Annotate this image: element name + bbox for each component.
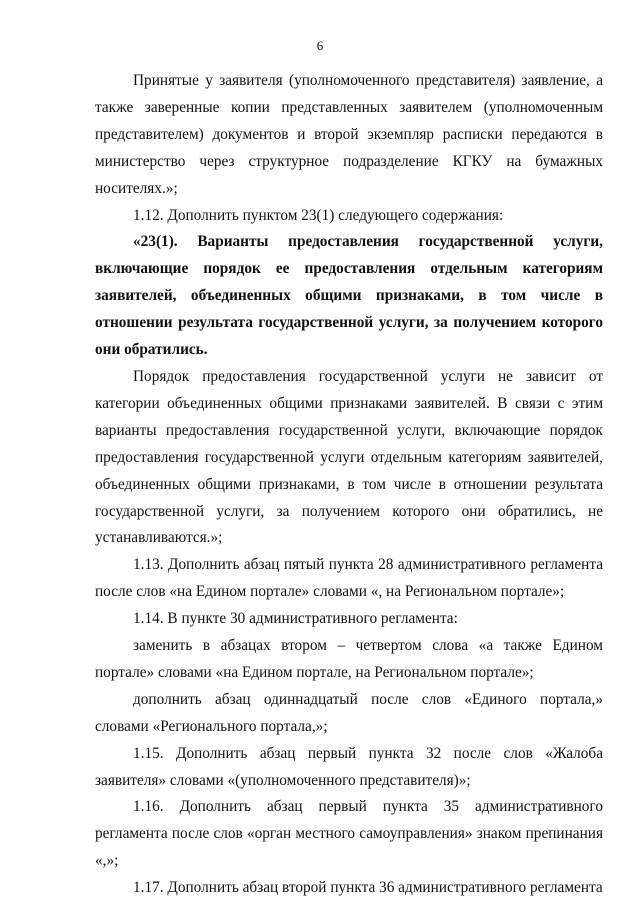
paragraph-1-14: 1.14. В пункте 30 административного регламента: xyxy=(133,610,458,628)
paragraph-1-17: 1.17. Дополнить абзац второй пункта 36 административного регламента xyxy=(133,879,603,897)
paragraph-1-15: 1.15. Дополнить абзац первый пункта 32 после слов «Жалоба заявителя» словами «(уполномоченного представителя)»; xyxy=(95,744,603,789)
paragraph-service-variants: Порядок предоставления государственной услуги не зависит от категории объединенных общими признаками заявителей. В связи с этим варианты предоставления государственной услуги, включающие порядок предоставления государственной услуги отдельным категориям заявителей, объединенных общими признаками, в том числе в отношении результата государственной услуги, за получением которого они обратились, не устанавливаются.»; xyxy=(95,367,603,547)
paragraph-transfer-documents: Принятые у заявителя (уполномоченного представителя) заявление, а также заверенные копии представленных заявителем (уполномоченным представителем) документов и второй экземпляр расписки передаются в министерство через структурное подразделение КГКУ на бумажных носителях.»; xyxy=(95,72,603,197)
document-body xyxy=(95,68,603,902)
paragraph-1-14-add: дополнить абзац одиннадцатый после слов «Единого портала,» словами «Регионального портала,»; xyxy=(95,690,603,735)
paragraph-1-13: 1.13. Дополнить абзац пятый пункта 28 административного регламента после слов «на Едином портале» словами «, на Региональном портале»; xyxy=(95,556,603,601)
paragraph-1-14-replace: заменить в абзацах втором – четвертом слова «а также Едином портале» словами «на Едином портале, на Региональном портале»; xyxy=(95,637,603,681)
page-number: 6 xyxy=(316,38,324,53)
paragraph-1-12: 1.12. Дополнить пунктом 23(1) следующего содержания: xyxy=(133,206,504,224)
paragraph-23-1-heading: «23(1). Варианты предоставления государственной услуги, включающие порядок ее предоставления отдельным категориям заявителей, объединенных общими признаками, в том числе в отношении результата государственной услуги, за получением которого они обратились. xyxy=(95,233,603,359)
paragraph-1-16: 1.16. Дополнить абзац первый пункта 35 административного регламента после слов «орган местного самоуправления» знаком препинания «,»; xyxy=(95,798,603,870)
